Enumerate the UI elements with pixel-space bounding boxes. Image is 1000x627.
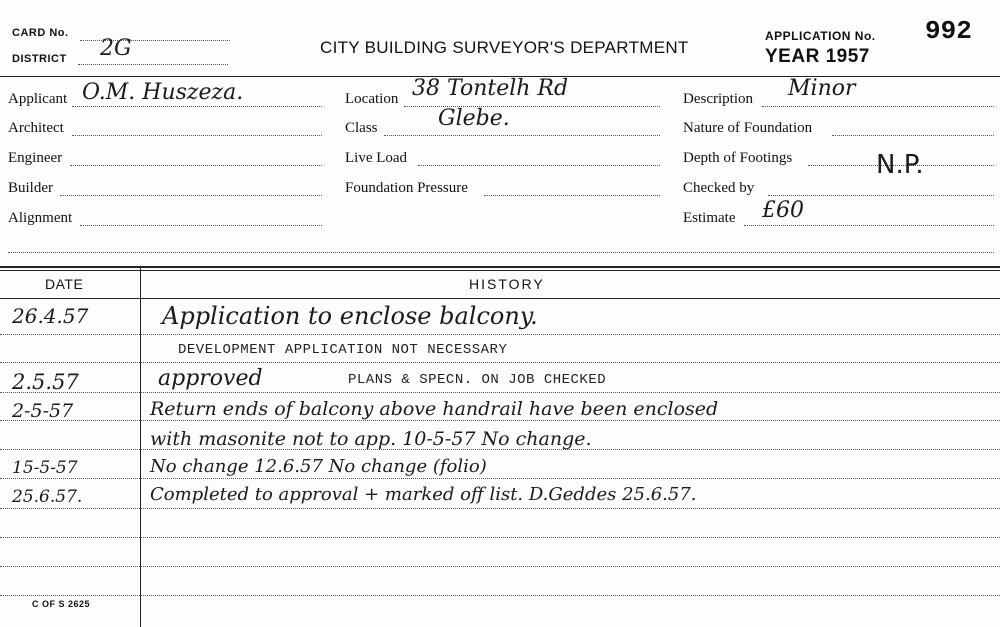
district-label: DISTRICT <box>12 53 67 65</box>
date-column-divider <box>140 268 141 627</box>
architect-label: Architect <box>8 120 64 136</box>
card-no-label: CARD No. <box>12 27 69 39</box>
history-entry: No change 12.6.57 No change (folio) <box>150 456 487 477</box>
history-entry: Completed to approval + marked off list. D.Geddes 25.6.57. <box>150 484 697 505</box>
form-code: C OF S 2625 <box>32 599 91 609</box>
plans-checked-stamp: PLANS & SPECN. ON JOB CHECKED <box>348 372 607 388</box>
checked-by-line <box>768 195 994 196</box>
history-column-header: HISTORY <box>469 276 545 292</box>
location-value-suburb: Glebe. <box>438 106 510 131</box>
row-rule <box>0 595 1000 596</box>
history-date: 25.6.57. <box>12 487 83 507</box>
description-label: Description <box>683 91 753 107</box>
row-rule <box>0 537 1000 538</box>
live-load-label: Live Load <box>345 150 408 166</box>
engineer-line <box>70 165 322 166</box>
description-line <box>762 106 994 107</box>
foundation-pressure-label: Foundation Pressure <box>345 180 468 196</box>
row-rule <box>0 508 1000 509</box>
department-title: CITY BUILDING SURVEYOR'S DEPARTMENT <box>320 38 689 57</box>
depth-of-footings-value: N.P. <box>876 150 924 180</box>
location-value: 38 Tontelh Rd <box>412 76 569 101</box>
builder-line <box>60 195 322 196</box>
estimate-value: £60 <box>762 198 804 223</box>
row-rule <box>0 362 1000 363</box>
checked-by-label: Checked by <box>683 180 755 196</box>
history-entry: Application to enclose balcony. <box>162 302 538 330</box>
application-no-label: APPLICATION No. <box>765 29 876 43</box>
application-no-value: 992 <box>925 16 972 46</box>
district-value: 2G <box>100 36 132 61</box>
architect-line <box>72 135 322 136</box>
class-line <box>384 135 660 136</box>
engineer-label: Engineer <box>8 150 63 166</box>
alignment-label: Alignment <box>8 210 73 226</box>
location-label: Location <box>345 91 399 107</box>
table-top-rule <box>0 266 1000 268</box>
table-top-rule-inner <box>0 270 1000 271</box>
date-column-header: DATE <box>45 276 84 292</box>
applicant-line <box>72 106 322 107</box>
history-date: 26.4.57 <box>12 304 89 328</box>
builder-label: Builder <box>8 180 53 196</box>
estimate-line <box>744 225 994 226</box>
history-date: 2-5-57 <box>12 400 74 422</box>
history-date: 2.5.57 <box>12 370 79 394</box>
row-rule <box>0 392 1000 393</box>
alignment-line <box>80 225 322 226</box>
applicant-label: Applicant <box>8 91 68 107</box>
district-line <box>78 64 228 65</box>
row-rule <box>0 334 1000 335</box>
depth-of-footings-label: Depth of Footings <box>683 150 793 166</box>
class-label: Class <box>345 120 378 136</box>
row-rule <box>0 478 1000 479</box>
estimate-label: Estimate <box>683 210 736 226</box>
history-date: 15-5-57 <box>12 458 78 478</box>
history-entry: Return ends of balcony above handrail have been enclosed <box>150 398 719 420</box>
development-application-stamp: DEVELOPMENT APPLICATION NOT NECESSARY <box>178 342 508 358</box>
applicant-value: O.M. Huszeza. <box>82 80 244 105</box>
nature-of-foundation-label: Nature of Foundation <box>683 120 813 136</box>
foundation-pressure-line <box>484 195 660 196</box>
fields-extra-line <box>8 252 994 253</box>
year-label: YEAR 1957 <box>765 46 870 67</box>
history-entry: with masonite not to app. 10-5-57 No change. <box>150 428 592 450</box>
row-rule <box>0 566 1000 567</box>
table-header-rule <box>0 298 1000 299</box>
history-entry: approved <box>158 366 263 391</box>
live-load-line <box>418 165 660 166</box>
description-value: Minor <box>788 76 856 101</box>
row-rule <box>0 420 1000 421</box>
nature-of-foundation-line <box>832 135 994 136</box>
